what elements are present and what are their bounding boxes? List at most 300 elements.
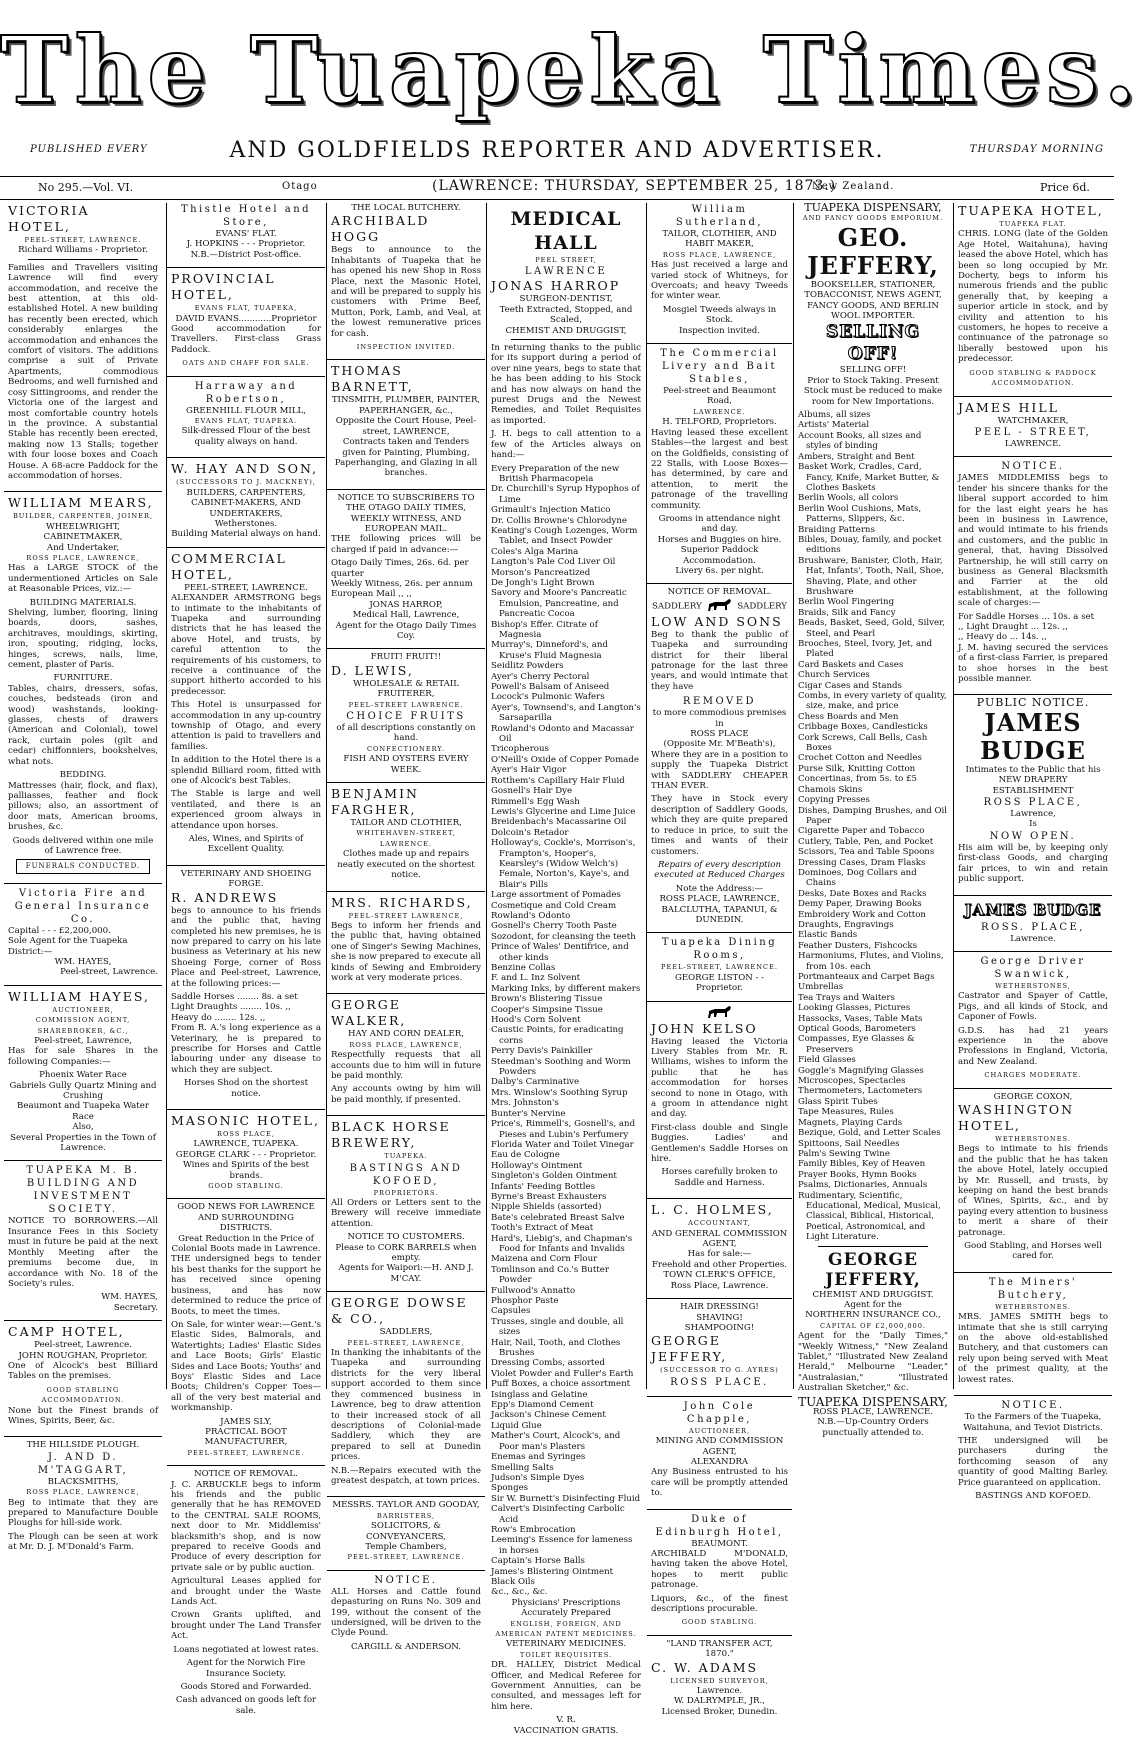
ad-william-hayes bbox=[4, 989, 162, 1158]
list-item: Fullwood's Annatto bbox=[491, 1285, 576, 1296]
ad-body: Begs to intimate to his friends and the public that he has taken the above Hotel, lately occupied by Mr. Russell, and trusts, by keeping on hand the best brands of Wines, Spirits, &c., and by paying every attention to business to merit a share of their patronage. bbox=[958, 1144, 1109, 1238]
ad-text: WATCHMAKER, bbox=[997, 415, 1069, 426]
ad-body: In thanking the inhabitants of the Tuapeka and surrounding districts for the very liberal support accorded to them since they commenced business in Lawrence, beg to draw attention to their increased stock of all descriptions of Colonial-made Saddlery, which they are prepared to sell at Dunedin prices. bbox=[331, 1348, 481, 1463]
ad-heading: FRUIT! FRUIT!! bbox=[370, 652, 442, 663]
ad-body: Castrator and Spayer of Cattle, Pigs, and all kinds of Stock, and Caponer of Fowls. bbox=[958, 991, 1108, 1023]
ad-land-transfer bbox=[647, 1639, 792, 1721]
list-item: Psalms, Dictionaries, Annuals bbox=[798, 1180, 928, 1191]
ad-heading: BLACK HORSE BREWERY, bbox=[331, 1119, 451, 1151]
list-item: Brown's Blistering Tissue bbox=[491, 994, 603, 1005]
list-item: Artists' Material bbox=[798, 420, 870, 431]
ad-body: Mattresses (hair, flock, and flax), palliasses, feather and flock pillows; also, an assortment of door mats, American brooms, brushes, &c. bbox=[8, 780, 158, 833]
list-item: Trusses, single and double, all sizes bbox=[491, 1316, 624, 1338]
ad-heading: C. W. ADAMS bbox=[651, 1659, 759, 1675]
columns bbox=[4, 201, 1112, 1736]
ad-heading: PUBLIC NOTICE. bbox=[976, 696, 1090, 710]
ad-notice-barley bbox=[954, 1399, 1112, 1505]
list-item: Church Services bbox=[798, 670, 870, 681]
dateline-country: New Zealand. bbox=[812, 181, 895, 192]
ad-address: PEEL-STREET, LAWRENCE. bbox=[24, 236, 142, 244]
ad-body: NOTICE TO BORROWERS.—All Insurance Fees in this Society must in future be paid at the next Monthly Meeting after the premiums become due, in accordance with No. 18 of the Society's rules. bbox=[8, 1216, 158, 1289]
ad-body: In addition to the Hotel there is a splendid Billiard room, fitted with one of Alcock's best Tables. bbox=[171, 755, 321, 787]
ad-text: HAY AND CORN DEALER, bbox=[348, 1029, 464, 1040]
ad-body: Cash advanced on goods left for sale. bbox=[175, 1695, 317, 1716]
ad-heading: Harraway and Robertson, bbox=[194, 380, 298, 405]
list-item: Maizena and Corn Flour bbox=[491, 1254, 598, 1265]
ad-body: Having leased these excellent Stables—the largest and best on the Goldfields, consisting of 22 Stalls, with Loose Boxes—has determined, by care and attention, to merit the patronage of the travelling community. bbox=[651, 427, 788, 511]
ad-text: (SUCCESSOR TO G. AYRES) bbox=[660, 1366, 779, 1375]
ad-heading: COMMERCIAL HOTEL, bbox=[171, 550, 287, 582]
ad-duke-edinburgh bbox=[647, 1513, 792, 1632]
list-item: Marking Inks, by different makers bbox=[491, 983, 641, 994]
list-item: Savory and Moore's Pancreatic Emulsion, Pancreatine, and Pancreatic Cocoa bbox=[491, 588, 627, 620]
list-item: Murray's, Dinneford's, and Kruse's Fluid Magnesia bbox=[491, 640, 608, 661]
ad-hay-and-son bbox=[167, 461, 325, 543]
ad-body: Agricultural Leases applied for and brought under the Waste Lands Act. bbox=[171, 1576, 321, 1608]
dateline-town: Otago bbox=[282, 181, 318, 192]
list-item: Microscopes, Spectacles bbox=[798, 1076, 906, 1087]
ad-black-horse-brewery bbox=[327, 1119, 485, 1288]
ad-text: Mosgiel Tweeds always in Stock. bbox=[662, 304, 777, 326]
ad-text: Please to CORK BARRELS when empty. bbox=[335, 1242, 477, 1264]
ad-body: Begs to announce to the Inhabitants of Tuapeka that he has opened his new Shop in Ross Place, next the Masonic Hotel, and will be prepared to supply his customers with Prime Beef, Mutton, Pork, Lamb, and Veal, at the lowest remunerative prices for cash. bbox=[331, 245, 481, 339]
ad-text: AUCTIONEER, bbox=[688, 1426, 751, 1435]
list-item: Dominoes, Dog Collars and Chains bbox=[798, 867, 917, 889]
ad-text: Peel-street, Lawrence. bbox=[34, 1340, 132, 1351]
ad-text: PEEL-STREET, LAWRENCE, bbox=[347, 1338, 465, 1347]
ad-heading: George Driver Swanwick, bbox=[980, 955, 1086, 980]
ad-building-society bbox=[4, 1164, 162, 1317]
issue-number: No 295.—Vol. VI. bbox=[38, 181, 134, 194]
list-item: Elastic Bands bbox=[798, 930, 858, 941]
ad-text: LAWRENCE. bbox=[1004, 438, 1062, 449]
ad-heading: William Sutherland, bbox=[675, 204, 764, 228]
ad-body: The Plough can be seen at work at Mr. D. J. M'Donald's Farm. bbox=[8, 1531, 158, 1553]
ad-text: (Opposite Mr. M'Beath's), bbox=[663, 739, 776, 750]
ad-george-walker bbox=[327, 997, 485, 1112]
ad-text: of all descriptions constantly on hand. bbox=[336, 723, 476, 744]
ad-text: CAPITAL OF £2,000,000. bbox=[819, 1321, 927, 1330]
ad-text: Agent for the Otago Daily Times Coy. bbox=[335, 620, 477, 641]
ad-subhead: BUILDING MATERIALS. bbox=[29, 597, 137, 608]
ad-body: ALL Horses and Cattle found depasturing on Runs No. 309 and 199, without the consent of the undersigned, will be driven to the Clyde Pound. bbox=[331, 1586, 481, 1639]
ad-text: Grooms in attendance night and day. bbox=[658, 513, 781, 535]
ad-fargher bbox=[327, 786, 485, 887]
ad-camp-hotel bbox=[4, 1324, 162, 1433]
list-item: Dressing Combs, assorted bbox=[491, 1358, 605, 1369]
ad-text: GOOD STABLING. bbox=[208, 1182, 284, 1191]
ad-dining-rooms bbox=[647, 936, 792, 997]
ad-heading: HAIR DRESSING! bbox=[680, 1302, 759, 1313]
list-item: Card Baskets and Cases bbox=[798, 659, 904, 670]
list-item: Holloway's, Cockle's, Morrison's, Frampton's, Hooper's, Kearsley's (Widow Welch's) Female, Norton's, Kaye's, and Blair's Pills bbox=[491, 838, 636, 890]
ad-subhead: BEDDING. bbox=[59, 770, 107, 781]
ad-text: MINING AND COMMISSION AGENT, bbox=[655, 1436, 784, 1457]
ad-public-notice-budge bbox=[954, 698, 1112, 891]
list-item: Epp's Diamond Cement bbox=[491, 1400, 594, 1411]
ad-james-hill bbox=[954, 400, 1112, 454]
ad-text: ALEXANDRA bbox=[690, 1456, 749, 1467]
ad-text: FANCY GOODS, AND BERLIN bbox=[807, 300, 939, 311]
ad-heading: GEORGE JEFFERY, bbox=[825, 1249, 921, 1290]
ad-text: Peel-street and Beaumont Road, bbox=[663, 386, 776, 407]
ad-text: PEEL-STREET, LAWRENCE. bbox=[187, 1448, 305, 1457]
ad-heading: MRS. RICHARDS, bbox=[331, 894, 473, 910]
ad-text: Teeth Extracted, Stopped, and Scaled, bbox=[499, 304, 633, 326]
ad-local-butchery bbox=[327, 203, 485, 356]
list-item: Thermometers, Lactometers bbox=[798, 1086, 923, 1097]
ad-text: Lawrence, bbox=[1010, 809, 1056, 820]
list-item: Perry Davis's Painkiller bbox=[491, 1046, 593, 1057]
list-item: Optical Goods, Barometers bbox=[798, 1024, 916, 1035]
horse-icon bbox=[705, 598, 735, 614]
list-item: Enemas and Syringes bbox=[491, 1452, 586, 1463]
ad-medical-hall bbox=[487, 207, 645, 1740]
ad-text: N.B.—Up-Country Orders punctually attended to. bbox=[817, 1417, 929, 1438]
ad-text: WHEELWRIGHT, CABINETMAKER, bbox=[43, 521, 123, 543]
column-7 bbox=[953, 203, 1112, 1501]
list-item: Steedman's Soothing and Worm Powders bbox=[491, 1056, 631, 1078]
ad-text: WETHERSTONES. bbox=[995, 1302, 1071, 1311]
ad-text: GREENHILL FLOUR MILL, bbox=[186, 405, 306, 416]
list-item: Gosnell's Hair Dye bbox=[491, 786, 573, 797]
ad-text: ROSS PLACE, LAWRENCE, bbox=[26, 1488, 140, 1497]
list-item: Cigar Cases and Stands bbox=[798, 680, 902, 691]
ad-heading: THOMAS BARNETT, bbox=[331, 363, 414, 395]
ad-text: ACCOUNTANT, bbox=[688, 1219, 751, 1228]
ad-body: Tables, chairs, dressers, sofas, couches, bedsteads (iron and wood) washstands, looking-glasses, chests of drawers (American and Colonial), towel rack, curtain poles (gilt and cedar) chiffonniers, bookshelves, what nots. bbox=[8, 683, 158, 767]
price-line: Heavy do ........ 12s. ,, bbox=[171, 1012, 266, 1023]
list-item: Compasses, Eye Glasses & Preservers bbox=[798, 1034, 915, 1055]
ad-text: ROSS PLACE, bbox=[217, 1130, 275, 1138]
list-item: Family Bibles, Key of Heaven bbox=[798, 1159, 926, 1170]
list-item: Lewis's Glycerine and Lime Juice bbox=[491, 806, 636, 817]
ad-text: Opposite the Court House, Peel-street, LAWRENCE, bbox=[335, 416, 477, 437]
list-item: Eau de Cologne bbox=[491, 1150, 560, 1161]
ad-body: Agent for the "Daily Times," "Weekly Witness," "New Zealand Tablet," "Illustrated New Zealand Herald," Melbourne "Leader," "Australasian," "Illustrated Australian Sketcher," &c. bbox=[798, 1331, 948, 1394]
ad-text: PEEL-STREET LAWRENCE, bbox=[348, 911, 464, 920]
ad-body: DR. HALLEY, District Medical Officer, and Medical Referee for Government Annuities, can be consulted, and messages left for him here. bbox=[491, 1660, 641, 1712]
ad-tuapeka-hotel bbox=[954, 203, 1112, 393]
ad-notice-cargill bbox=[327, 1574, 485, 1656]
ad-body: ARCHIBALD M'DONALD, having taken the above Hotel, hopes to merit public patronage. bbox=[651, 1548, 788, 1591]
ad-text: AUCTIONEER, bbox=[52, 1005, 114, 1014]
list-item: Prayer Books, Hymn Books bbox=[798, 1169, 917, 1180]
list-item: Cribbage Boxes, Candlesticks bbox=[798, 722, 928, 733]
list-item: F. and L. Inz Solvent bbox=[491, 973, 581, 984]
ad-body: Begs to inform her friends and the public that, having obtained one of Singer's Sewing Machines, she is now prepared to execute all kinds of Sewing and Embroidery work at very moderate prices. bbox=[331, 920, 481, 983]
ad-text: Peel-street, Lawrence, bbox=[34, 1036, 132, 1046]
ad-text: LICENSED SURVEYOR, bbox=[670, 1676, 769, 1685]
ad-proprietor: Richard Williams - Proprietor. bbox=[18, 245, 148, 256]
ad-text: CHEMIST AND DRUGGIST. bbox=[812, 1289, 934, 1300]
ad-text: BALCLUTHA, TAPANUI, & DUNEDIN. bbox=[661, 904, 778, 925]
ad-heading: WASHINGTON HOTEL, bbox=[958, 1101, 1075, 1133]
list-item: Copying Presses bbox=[798, 795, 870, 806]
ad-text: CONFECTIONERY. bbox=[366, 744, 445, 753]
list-item: Rudimentary, Scientific, Educational, Medical, Musical, Classical, Biblical, Historical, Poetical, Astronomical, and Light Literature. bbox=[798, 1190, 941, 1243]
ad-heading: ARCHIBALD HOGG bbox=[331, 213, 430, 245]
product-list bbox=[491, 464, 641, 1598]
price-line: Otago Daily Times, 26s. 6d. per quarter bbox=[331, 558, 469, 579]
ad-body: The Stable is large and well ventilated, and there is an experienced groom always in attendance upon horses. bbox=[171, 789, 321, 831]
list-item: Rowland's Odonto bbox=[491, 910, 571, 921]
ad-body: Having leased the Victoria Livery Stables from Mr. R. Williams, wishes to inform the public that he has accommodation for horses second to none in Otago, with a groom in attendance night and day. bbox=[651, 1036, 788, 1120]
list-item: Bishop's Effer. Citrate of Magnesia bbox=[491, 619, 598, 640]
ad-text: CARGILL & ANDERSON. bbox=[350, 1641, 462, 1652]
list-item: Dalby's Carminative bbox=[491, 1077, 580, 1088]
ad-text: GEORGE LISTON - - Proprietor. bbox=[674, 972, 765, 994]
ad-provincial-hotel bbox=[167, 271, 325, 372]
ad-text: LAWRENCE. bbox=[693, 407, 746, 416]
ad-text: BEAUMONT. bbox=[691, 1538, 748, 1549]
ad-body: ALEXANDER ARMSTRONG begs to intimate to the inhabitants of Tuapeka and surrounding districts that he has leased the above Hotel, and trusts, by careful attention to the requirements of his customers, to receive a continuance of the support hitherto accorded to his predecessor. bbox=[171, 593, 321, 697]
ad-notice-middlemiss bbox=[954, 460, 1112, 691]
list-item: Bezique, Gold, and Letter Scales bbox=[798, 1128, 941, 1139]
ad-holmes bbox=[647, 1202, 792, 1295]
ad-text: WETHERSTONES. bbox=[995, 1134, 1071, 1143]
list-item: Row's Embrocation bbox=[491, 1524, 576, 1535]
ad-body: His aim will be, by keeping only first-class Goods, and charging fair prices, to win and retain public support. bbox=[958, 842, 1108, 885]
saddlery-label: SADDLERY bbox=[652, 601, 702, 612]
ad-body: Respectfully requests that all accounts due to him will in future be paid monthly. bbox=[331, 1050, 481, 1081]
list-item: Cooper's Simpsine Tissue bbox=[491, 1004, 603, 1015]
ad-heading: Victoria Fire and General Insurance Co. bbox=[14, 887, 152, 925]
ad-text: ROSS PLACE. bbox=[670, 1376, 769, 1388]
ad-text: INSPECTION INVITED. bbox=[356, 343, 456, 352]
ad-heading: TUAPEKA DISPENSARY, bbox=[804, 201, 942, 214]
subtitle: AND GOLDFIELDS REPORTER AND ADVERTISER. bbox=[229, 138, 885, 163]
ad-text: LAWRENCE, TUAPEKA. bbox=[193, 1139, 299, 1150]
ad-body: N.B.—Repairs executed with the greatest despatch, at town prices. bbox=[331, 1465, 481, 1486]
ad-william-mears bbox=[4, 495, 162, 879]
ad-heading: BENJAMIN FARGHER, bbox=[331, 786, 419, 818]
list-item: Capsules bbox=[491, 1306, 531, 1317]
ad-text: Wetherstones. bbox=[214, 518, 278, 529]
ad-body: To the Farmers of the Tuapeka, Waitahuna, and Teviot Districts. bbox=[963, 1412, 1103, 1433]
list-item: Every Preparation of the new British Pharmacopeia bbox=[491, 463, 620, 484]
issue-price: Price 6d. bbox=[1040, 181, 1090, 194]
ad-body: Ales, Wines, and Spirits of Excellent Quality. bbox=[188, 834, 304, 855]
ad-text: J. HOPKINS - - - Proprietor. bbox=[186, 239, 306, 250]
list-item: Caustic Points, for eradicating corns bbox=[491, 1025, 624, 1046]
ad-text: AND FANCY GOODS EMPORIUM. bbox=[802, 214, 944, 223]
ad-body: Good accommodation for Travellers. First-class Grass Paddock. bbox=[171, 324, 321, 355]
ad-body: All Orders or Letters sent to the Brewery will receive immediate attention. bbox=[331, 1198, 481, 1229]
ad-body: This Hotel is unsurpassed for accommodation in any up-country township of Otago, and every attention is paid to travellers and families. bbox=[171, 700, 321, 752]
ad-text: SOLICITORS, & CONVEYANCERS, bbox=[366, 1521, 446, 1542]
ad-body: Horses carefully broken to Saddle and Harness. bbox=[661, 1167, 778, 1188]
list-item: Cigarette Paper and Tobacco bbox=[798, 826, 925, 837]
ad-text: Freehold and other Properties. bbox=[651, 1259, 788, 1270]
ad-heading: The Commercial Livery and Bait Stables, bbox=[660, 348, 779, 386]
ad-removal-arbuckle bbox=[167, 1469, 325, 1723]
ad-text: Horses and Buggies on hire. bbox=[657, 534, 782, 545]
list-item: Hood's Corn Solvent bbox=[491, 1015, 581, 1026]
list-item: Liquid Glue bbox=[491, 1420, 542, 1431]
list-item: Berlin Wool Fingering bbox=[798, 597, 895, 608]
list-item: Langton's Pale Cod Liver Oil bbox=[491, 557, 616, 568]
ad-text: PRACTICAL BOOT MANUFACTURER, bbox=[204, 1426, 288, 1448]
saddlery-banner bbox=[651, 598, 788, 614]
list-item: Crochet Cotton and Needles bbox=[798, 753, 922, 764]
ad-body: J. M. having secured the services of a first-class Farrier, is prepared to shoe horses in the best possible manner. bbox=[958, 642, 1108, 685]
ad-body: J. C. ARBUCKLE begs to inform his friends and the public generally that he has REMOVED to the CENTRAL SALE ROOMS, next door to Mr. Middlemiss' blacksmith's shop, and is now prepared to receive Goods and Produce of every description for private sale or by public auction. bbox=[171, 1479, 321, 1573]
ad-heading: JAMES HILL bbox=[958, 399, 1059, 415]
ad-body: Goods Stored and Forwarded. bbox=[180, 1681, 312, 1692]
ad-heading: GEORGE JEFFERY, bbox=[651, 1333, 728, 1365]
ad-text: OATS AND CHAFF FOR SALE. bbox=[182, 359, 310, 368]
list-item: Benzine Collas bbox=[491, 963, 556, 973]
list-item: Florida Water and Toilet Vinegar bbox=[491, 1139, 634, 1150]
ad-washington-hotel bbox=[954, 1092, 1112, 1269]
ad-text: ROSS PLACE bbox=[690, 729, 749, 740]
list-item: Gosnell's Cherry Tooth Paste bbox=[491, 921, 617, 932]
list-item: Infants' Feeding Bottles bbox=[491, 1181, 596, 1192]
ad-hair-dressing bbox=[647, 1302, 792, 1393]
ad-text: PEEL - STREET, bbox=[974, 426, 1092, 438]
ad-heading: MEDICAL HALL bbox=[510, 208, 622, 254]
stock-list bbox=[798, 410, 948, 1243]
ad-heading: JONAS HARROP bbox=[491, 278, 621, 294]
ad-text: Wines and Spirits of the best brands. bbox=[182, 1160, 309, 1181]
ad-heading: "LAND TRANSFER ACT, 1870." bbox=[666, 1638, 773, 1660]
list-item: Grimault's Injection Matico bbox=[491, 505, 611, 516]
ad-heading: The Miners' Butchery, bbox=[988, 1276, 1078, 1301]
list-item: Basket Work, Cradles, Card, Fancy, Knife, Market Butter, & Clothes Baskets bbox=[798, 462, 940, 493]
list-item: Magnets, Playing Cards bbox=[798, 1117, 903, 1128]
ad-body: None but the Finest brands of Wines, Spirits, Beer, &c. bbox=[8, 1405, 158, 1426]
ad-text: BUILDERS, CARPENTERS, CABINET-MAKERS, AND UNDERTAKERS, bbox=[186, 487, 306, 519]
ad-text: BASTINGS AND KOFOED, bbox=[349, 1162, 463, 1187]
ad-text: WM. HAYES, bbox=[101, 1292, 158, 1303]
ad-heading: NOTICE OF REMOVAL. bbox=[667, 587, 772, 598]
ad-john-kelso bbox=[647, 1005, 792, 1196]
ad-text: Medical Hall, Lawrence, bbox=[352, 610, 460, 621]
ad-text: BOOKSELLER, STATIONER, bbox=[810, 279, 936, 290]
list-item: Braids, Silk and Fancy bbox=[798, 607, 896, 618]
ad-text: PEEL-STREET, LAWRENCE. bbox=[347, 1553, 465, 1562]
ad-heading: SHAMPOOING! bbox=[684, 1322, 755, 1333]
ad-text: WETHERSTONES, bbox=[995, 981, 1071, 990]
ad-text: WOOL IMPORTER. bbox=[831, 311, 915, 322]
ad-text: Gabriels Gully Quartz Mining and Crushing bbox=[9, 1080, 157, 1102]
ad-text: Peel-street, Lawrence. bbox=[60, 967, 158, 978]
list-item: Calvert's Disinfecting Carbolic Acid bbox=[491, 1504, 625, 1525]
list-item: James's Blistering Ointment bbox=[491, 1566, 614, 1577]
ad-text: PEEL STREET, bbox=[535, 256, 597, 264]
ad-text: Lawrence. bbox=[1010, 933, 1056, 944]
list-item: Goggle's Magnifying Glasses bbox=[798, 1065, 924, 1076]
list-item: Albums, all sizes bbox=[798, 410, 871, 421]
list-item: Looking Glasses, Pictures bbox=[798, 1003, 911, 1014]
ad-text: TAILOR, CLOTHIER, AND HABIT MAKER, bbox=[662, 229, 777, 250]
ad-body: First-class double and Single Buggies. Ladies' and Gentlemen's Saddle Horses on hire. bbox=[651, 1122, 788, 1165]
ad-text: ROSS PLACE, LAWRENCE, bbox=[662, 250, 777, 259]
ad-body: Shelving, lumber, flooring, lining boards, doors, sashes, architraves, mouldings, skirting, iron, spouting, ridging, locks, hinges, screws, nails, lime, cement, plaster of Paris. bbox=[8, 608, 158, 671]
ad-text: Agents for Waipori:—H. AND J. M'CAY. bbox=[338, 1263, 474, 1284]
ad-heading: CAMP HOTEL, bbox=[8, 1324, 125, 1340]
list-item: Brooches, Steel, Ivory, Jet, and Plated bbox=[798, 639, 933, 660]
list-item: Dolcoin's Retador bbox=[491, 827, 569, 838]
ad-notice-removal-low bbox=[647, 587, 792, 929]
ad-heading: NOTICE. bbox=[1001, 1400, 1065, 1412]
ad-miners-butchery bbox=[954, 1276, 1112, 1392]
ad-text: VACCINATION GRATIS. bbox=[513, 1725, 619, 1736]
ad-victoria-hotel bbox=[4, 203, 162, 488]
ad-text: ROSS. PLACE, bbox=[981, 921, 1085, 933]
ad-heading: WILLIAM HAYES, bbox=[8, 988, 151, 1004]
ad-text: BUILDER, CARPENTER, JOINER, bbox=[12, 512, 154, 521]
ad-text: Capital - - - £2,200,000. bbox=[8, 925, 111, 936]
ad-heading: NOTICE. bbox=[374, 1574, 438, 1586]
ad-text: FISH AND OYSTERS EVERY WEEK. bbox=[343, 754, 469, 775]
ad-text: TUAPEKA FLAT. bbox=[999, 220, 1067, 228]
ad-text: Physicians' Prescriptions Accurately Prepared bbox=[511, 1597, 621, 1619]
column-6 bbox=[793, 201, 952, 1438]
list-item: Powell's Balsam of Aniseed bbox=[491, 682, 610, 693]
ad-text: Great Reduction in the Price of Colonial Boots made in Lawrence. bbox=[171, 1233, 321, 1255]
ad-william-sutherland bbox=[647, 203, 792, 340]
ad-text: Inspection invited. bbox=[678, 325, 761, 336]
list-item: Dishes, Damping Brushes, and Oil Paper bbox=[798, 805, 948, 826]
list-item: Leeming's Essence for lameness in horses bbox=[491, 1535, 633, 1556]
ad-heading: R. ANDREWS bbox=[171, 889, 279, 905]
ad-text: CHEMIST AND DRUGGIST, bbox=[505, 325, 627, 336]
ad-body: Loans negotiated at lowest rates. bbox=[173, 1644, 319, 1655]
list-item: Chess Boards and Men bbox=[798, 711, 899, 722]
ad-text: BARRISTERS, bbox=[376, 1511, 436, 1520]
ad-text: Phoenix Water Race bbox=[39, 1070, 127, 1081]
list-item: Large assortment of Pomades bbox=[491, 890, 621, 901]
list-item: Glass Spirit Tubes bbox=[798, 1096, 878, 1107]
ad-text: Several Properties in the Town of Lawrence. bbox=[10, 1132, 156, 1154]
list-item: Dr. Collis Browne's Chlorodyne bbox=[491, 515, 628, 526]
ad-body: Repairs of every description executed at Reduced Charges bbox=[654, 859, 785, 881]
ad-heading: Tuapeka Dining Rooms, bbox=[661, 937, 778, 962]
list-item: Portmanteaux and Carpet Bags bbox=[798, 972, 935, 982]
price-line: European Mail ,, ,, bbox=[331, 589, 412, 600]
column-3 bbox=[326, 203, 485, 1652]
list-item: Palm's Sewing Twine bbox=[798, 1148, 890, 1159]
ad-body: Good Stabling, and Horses well cared for. bbox=[964, 1241, 1102, 1262]
list-item: Bunter's Nervine bbox=[491, 1108, 566, 1119]
ad-text: Also, bbox=[72, 1122, 94, 1133]
ad-heading: VETERINARY AND SHOEING FORGE. bbox=[180, 868, 312, 890]
ad-body: Contracts taken and Tenders given for Painting, Plumbing, Paperhanging, and Glazing in all branches. bbox=[334, 437, 478, 479]
list-item: Cork Screws, Call Bells, Cash Boxes bbox=[798, 732, 928, 754]
ad-text: And Undertaker, bbox=[46, 542, 120, 553]
ad-hillside-plough bbox=[4, 1440, 162, 1559]
ad-body: Prior to Stock Taking. Present Stock must be reduced to make room for New Importations. bbox=[803, 375, 943, 407]
list-item: Dr. Churchill's Syrup Hypophos of Lime bbox=[491, 484, 640, 505]
ad-text: ROSS PLACE, LAWRENCE, bbox=[349, 1040, 463, 1049]
column-4 bbox=[486, 203, 645, 1736]
ad-heading: MESSRS. TAYLOR AND GOODAY, bbox=[332, 1500, 480, 1511]
ad-text: TUAPEKA. bbox=[384, 1152, 428, 1161]
list-item: &c., &c., &c. bbox=[491, 1587, 548, 1598]
list-item: Rotthem's Capillary Hair Fluid bbox=[491, 775, 625, 786]
ad-body: JAMES MIDDLEMISS begs to tender his sincere thanks for the liberal support accorded to him for the last eight years he has been in business in Lawrence, and would intimate to his friends and customers, and the public in general, that, having Dissolved Partnership, he will still carry on business as General Blacksmith and Farrier at the old establishment, at the following scale of charges:— bbox=[958, 473, 1108, 609]
ad-text: ROSS PLACE, LAWRENCE, bbox=[659, 894, 780, 905]
ad-body: Beg to intimate that they are prepared to Manufacture Double Ploughs for hill-side work. bbox=[8, 1497, 158, 1529]
ad-text: TOWN CLERK'S OFFICE, bbox=[663, 1270, 776, 1281]
ad-body: One of Alcock's best Billiard Tables on the premises. bbox=[8, 1360, 158, 1382]
ad-text: JONAS HARROP, bbox=[369, 599, 443, 610]
ad-text: EVANS' FLAT. bbox=[215, 229, 277, 239]
list-item: Hassocks, Vases, Table Mats bbox=[798, 1013, 923, 1024]
list-item: Tape Measures, Rules bbox=[798, 1107, 894, 1118]
